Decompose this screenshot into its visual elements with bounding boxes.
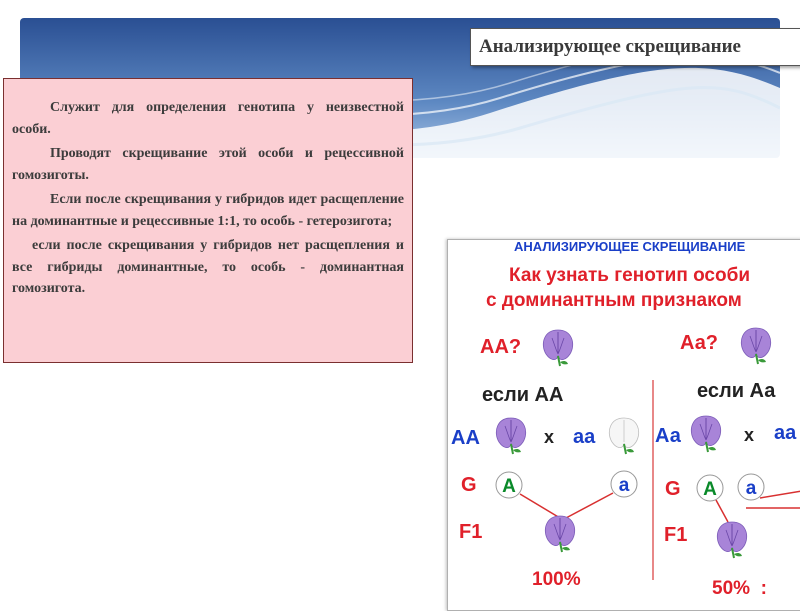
left-gamete1: А <box>502 476 516 497</box>
right-f1-label: F1 <box>664 524 688 546</box>
flower-icon <box>543 330 572 366</box>
paragraph-3: Если после скрещивания у гибридов идет расщепление на доминантные и рецессивные 1:1, то особь - гетерозигота; <box>12 192 404 229</box>
diagram-question-line2: с доминантным признаком <box>486 290 742 311</box>
paragraph-2: Проводят скрещивание этой особи и рецессивной гомозиготы. <box>12 146 404 183</box>
diagram-question-line1: Как узнать генотип особи <box>509 265 751 286</box>
right-genotype-question: Аа? <box>680 332 719 354</box>
flower-icon <box>691 416 720 452</box>
flower-icon <box>717 522 746 558</box>
paragraph-1: Служит для определения генотипа у неизвестной особи. <box>12 100 404 137</box>
right-result: 50% : <box>712 578 767 599</box>
left-gamete-line1 <box>520 494 560 518</box>
left-gamete2: а <box>618 475 630 496</box>
flower-icon <box>496 418 525 454</box>
right-case-label: если Аа <box>697 380 776 402</box>
left-gamete-line2 <box>566 493 613 518</box>
right-g-label: G <box>665 478 681 500</box>
right-gamete1: А <box>703 479 717 500</box>
cross-diagram <box>447 239 800 611</box>
white-flower-icon <box>609 418 638 454</box>
left-genotype-question: АА? <box>480 336 522 358</box>
left-case-label: если АА <box>482 384 564 406</box>
page-title: Анализирующее скрещивание <box>479 36 741 57</box>
left-parent2: аа <box>573 426 596 448</box>
left-result: 100% <box>532 569 581 590</box>
right-cross-sign: x <box>744 425 755 445</box>
definition-textbox <box>3 78 413 363</box>
right-gamete-line1 <box>716 500 728 522</box>
left-f1-label: F1 <box>459 521 483 543</box>
flower-icon <box>741 328 770 364</box>
right-parent2: аа <box>774 422 797 444</box>
left-g-label: G <box>461 474 477 496</box>
left-parent1: АА <box>451 427 480 449</box>
diagram-header: АНАЛИЗИРУЮЩЕЕ СКРЕЩИВАНИЕ <box>514 240 746 254</box>
left-cross-sign: x <box>544 427 555 447</box>
right-gamete2: а <box>745 478 757 499</box>
right-parent1: Аа <box>655 425 681 447</box>
title-box <box>470 28 800 66</box>
paragraph-4: если после скрещивания у гибридов нет расщепления и все гибриды доминантные, то особь - доминантная гомозигота. <box>12 238 404 296</box>
right-gamete-line3 <box>760 490 800 498</box>
flower-icon <box>545 516 574 552</box>
